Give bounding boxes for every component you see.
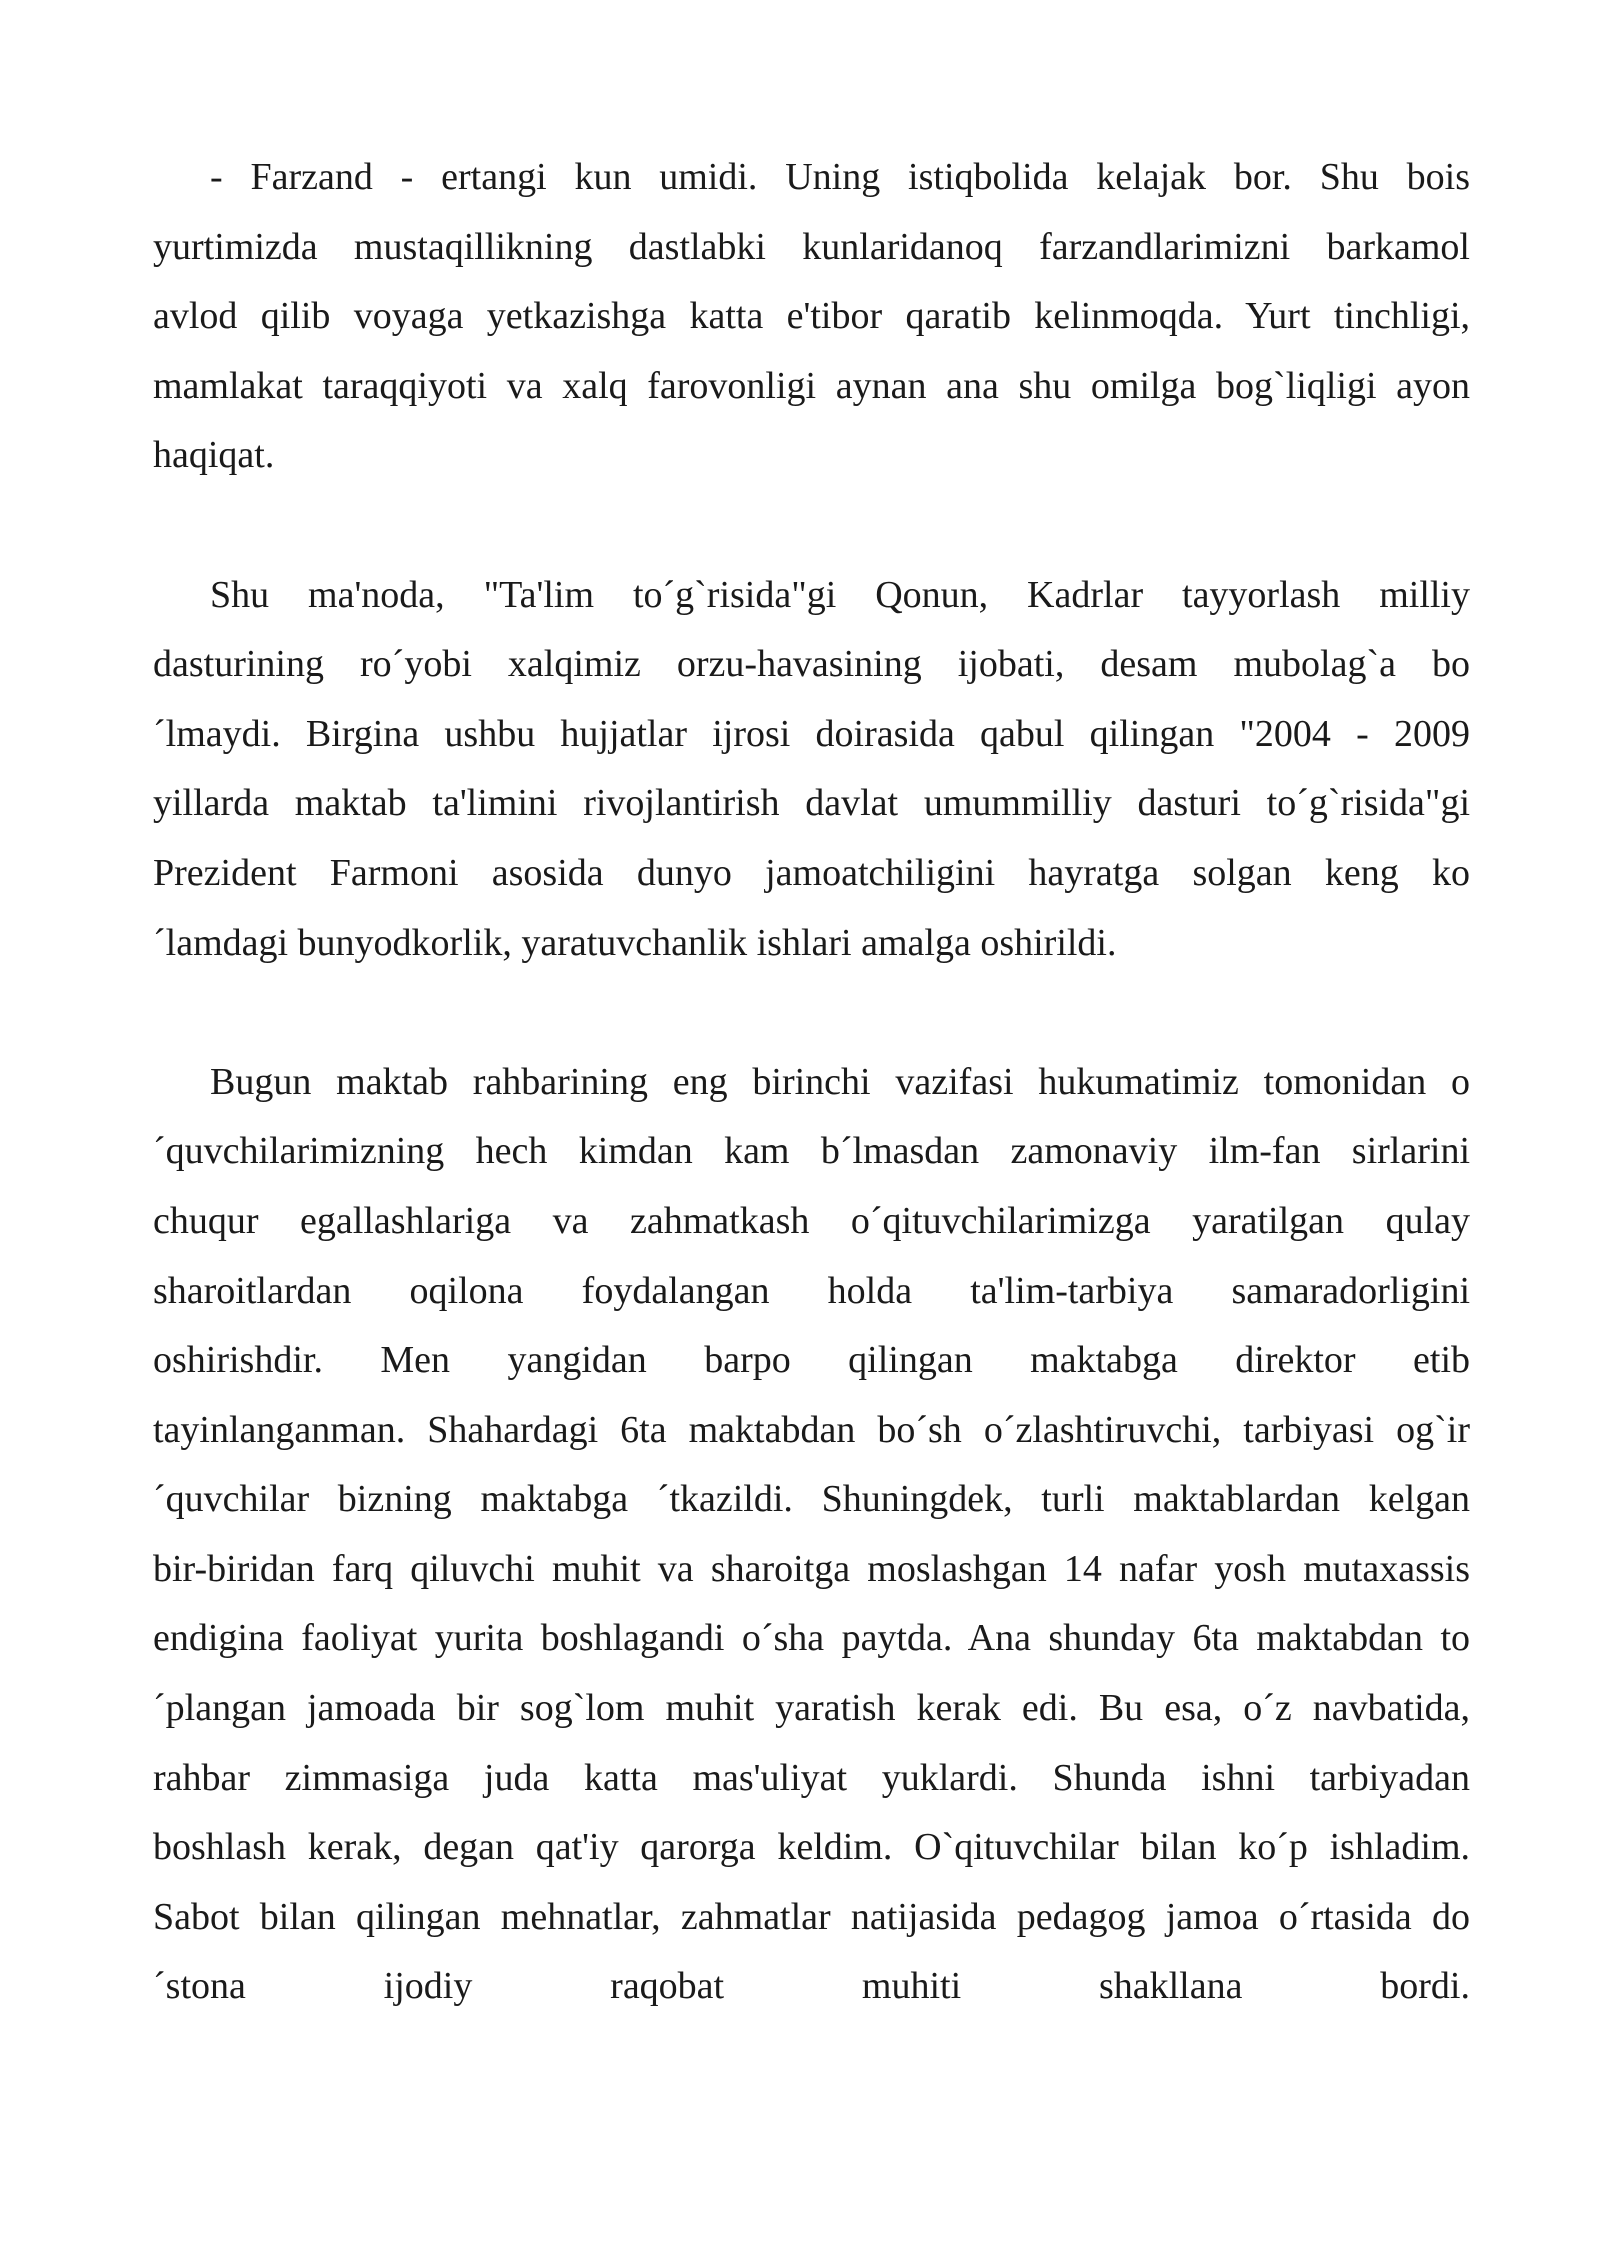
text-line: sharoitlardan oqilona foydalangan holda ta'lim-tarbiya samaradorligini	[153, 1269, 1470, 1312]
text-line: oshirishdir. Men yangidan barpo qilingan maktabga direktor etib	[153, 1339, 1470, 1382]
text-line: mamlakat taraqqiyoti va xalq farovonligi aynan ana shu omilga bog`liqligi ayon	[153, 364, 1470, 407]
text-line: Bugun maktab rahbarining eng birinchi vazifasi hukumatimiz tomonidan o	[210, 1060, 1470, 1103]
paragraph-spacer	[153, 491, 1470, 561]
text-line: Prezident Farmoni asosida dunyo jamoatchiligini hayratga solgan keng ko	[153, 851, 1470, 894]
paragraph-3	[153, 1048, 1470, 2022]
text-line: dasturining ro´yobi xalqimiz orzu-havasining ijobati, desam mubolag`a bo	[153, 643, 1470, 686]
text-line: rahbar zimmasiga juda katta mas'uliyat yuklardi. Shunda ishni tarbiyadan	[153, 1756, 1470, 1799]
document-page	[153, 143, 1470, 2022]
paragraph-2	[153, 561, 1470, 979]
text-line: ´quvchilarimizning hech kimdan kam b´lmasdan zamonaviy ilm-fan sirlarini	[153, 1130, 1470, 1173]
text-line: yurtimizda mustaqillikning dastlabki kunlaridanoq farzandlarimizni barkamol	[153, 225, 1470, 268]
text-line: ´plangan jamoada bir sog`lom muhit yaratish kerak edi. Bu esa, o´z navbatida,	[153, 1687, 1470, 1730]
text-line: chuqur egallashlariga va zahmatkash o´qituvchilarimizga yaratilgan qulay	[153, 1199, 1470, 1242]
text-line: boshlash kerak, degan qat'iy qarorga keldim. O`qituvchilar bilan ko´p ishladim.	[153, 1826, 1470, 1869]
text-line: tayinlanganman. Shahardagi 6ta maktabdan bo´sh o´zlashtiruvchi, tarbiyasi og`ir	[153, 1408, 1470, 1451]
text-line: Sabot bilan qilingan mehnatlar, zahmatlar natijasida pedagog jamoa o´rtasida do	[153, 1895, 1470, 1938]
paragraph-1	[153, 143, 1470, 491]
text-line: endigina faoliyat yurita boshlagandi o´sha paytda. Ana shunday 6ta maktabdan to	[153, 1617, 1470, 1660]
text-line: ´lmaydi. Birgina ushbu hujjatlar ijrosi doirasida qabul qilingan "2004 - 2009	[153, 712, 1470, 755]
text-line: yillarda maktab ta'limini rivojlantirish davlat umummilliy dasturi to´g`risida"gi	[153, 782, 1470, 825]
text-line: ´stona ijodiy raqobat muhiti shakllana bordi.	[153, 1965, 1470, 2008]
paragraph-spacer	[153, 978, 1470, 1048]
text-line: haqiqat.	[153, 434, 275, 477]
text-line: Shu ma'noda, "Ta'lim to´g`risida"gi Qonun, Kadrlar tayyorlash milliy	[210, 573, 1470, 616]
text-line: avlod qilib voyaga yetkazishga katta e'tibor qaratib kelinmoqda. Yurt tinchligi,	[153, 295, 1470, 338]
text-line: ´lamdagi bunyodkorlik, yaratuvchanlik ishlari amalga oshirildi.	[153, 921, 1117, 964]
text-line: bir-biridan farq qiluvchi muhit va sharoitga moslashgan 14 nafar yosh mutaxassis	[153, 1547, 1470, 1590]
text-line: - Farzand - ertangi kun umidi. Uning istiqbolida kelajak bor. Shu bois	[210, 156, 1470, 198]
text-line: ´quvchilar bizning maktabga ´tkazildi. Shuningdek, turli maktablardan kelgan	[153, 1478, 1470, 1521]
